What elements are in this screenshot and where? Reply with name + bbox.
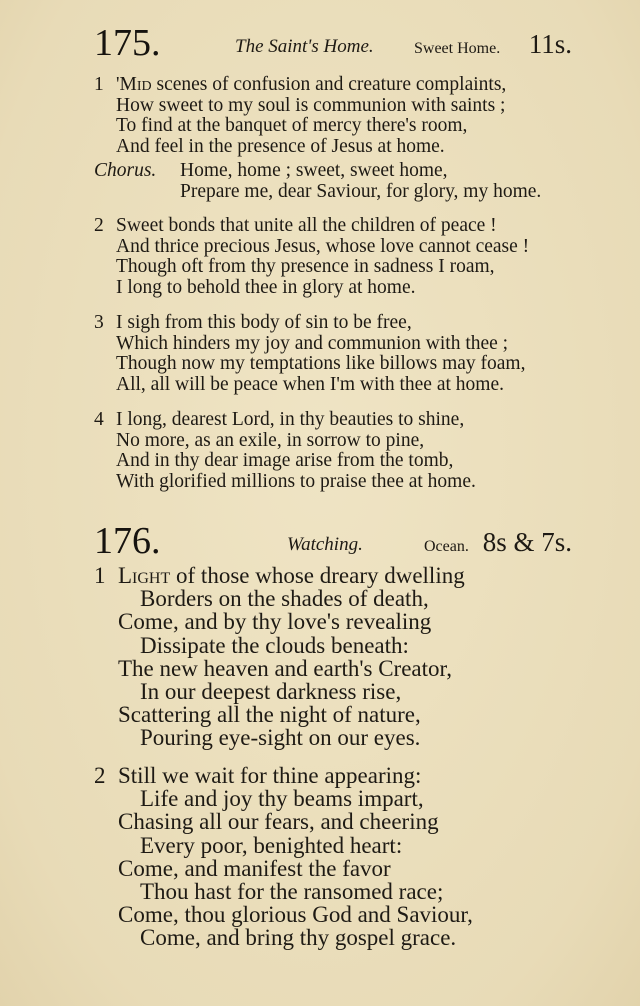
verse-line (94, 75, 506, 96)
verse-2 (94, 764, 473, 950)
verse-line (94, 657, 465, 680)
verse-line (94, 564, 465, 587)
verse-line-text: Still we wait for thine appearing: (118, 763, 422, 788)
verse-line (94, 587, 465, 610)
hymn-number: 176. (94, 520, 161, 562)
verse-line (94, 472, 476, 493)
verse-line (94, 634, 465, 657)
verse-line-text: Every poor, benighted heart: (140, 832, 403, 858)
verse-line-text: Chasing all our fears, and cheering (118, 809, 439, 835)
verse-number: 1 (94, 74, 104, 95)
verse-line-text: Life and joy thy beams impart, (140, 786, 424, 812)
verse-line-text: Thou hast for the ransomed race; (140, 879, 444, 905)
verse-number: 3 (94, 312, 104, 333)
verse-2 (94, 216, 529, 298)
verse-line-text: And thrice precious Jesus, whose love cannot cease ! (116, 235, 530, 257)
verse-line-text: scenes of confusion and creature complaints, (156, 74, 507, 95)
verse-line (94, 787, 473, 810)
verse-line-text: Though oft from thy presence in sadness I roam, (116, 256, 495, 278)
verse-line (94, 237, 529, 258)
verse-line-text: Come, and manifest the favor (118, 855, 391, 881)
verse-line-text: No more, as an exile, in sorrow to pine, (116, 429, 425, 451)
hymn-title: Watching. (287, 534, 363, 555)
chorus-line: Prepare me, dear Saviour, for glory, my home. (180, 180, 542, 202)
verse-number: 1 (94, 563, 106, 588)
verse-line (94, 610, 465, 633)
verse-line-text: Borders on the shades of death, (140, 586, 429, 612)
verse-line-text: Though now my temptations like billows may foam, (116, 353, 526, 375)
verse-line-text: All, all will be peace when I'm with thee at home. (116, 373, 504, 395)
chorus (94, 161, 541, 202)
verse-line-text: With glorified millions to praise thee at home. (116, 470, 476, 492)
chorus-label: Chorus. (94, 160, 157, 181)
verse-line-text: Sweet bonds that unite all the children of peace ! (116, 215, 497, 236)
hymn-header (94, 520, 572, 560)
verse-line-text: I long, dearest Lord, in thy beauties to shine, (116, 409, 465, 430)
verse-line (94, 410, 476, 431)
verse-line (94, 431, 476, 452)
verse-line-text: I sigh from this body of sin to be free, (116, 312, 412, 333)
verse-line (94, 857, 473, 880)
verse-line (94, 680, 465, 703)
verse-line-text: To find at the banquet of mercy there's room, (116, 115, 468, 137)
verse-number: 4 (94, 409, 104, 430)
verse-line-text: Pouring eye-sight on our eyes. (140, 725, 421, 751)
hymn-title: The Saint's Home. (235, 36, 374, 57)
verse-first-word: Light (118, 563, 171, 588)
verse-line (94, 354, 525, 375)
verse-1 (94, 564, 465, 750)
verse-line-text: The new heaven and earth's Creator, (118, 655, 453, 681)
verse-line-text: of those whose dreary dwelling (176, 563, 465, 588)
verse-3 (94, 313, 525, 395)
chorus-line: Home, home ; sweet, sweet home, (180, 160, 448, 181)
verse-line (94, 703, 465, 726)
verse-first-word: 'Mid (116, 74, 152, 95)
verse-line-text: Scattering all the night of nature, (118, 702, 421, 728)
verse-line (94, 903, 473, 926)
verse-line (94, 278, 529, 299)
tune-name: Sweet Home. (414, 40, 501, 57)
verse-line-text: Come, thou glorious God and Saviour, (118, 902, 473, 928)
verse-line-text: How sweet to my soul is communion with saints ; (116, 94, 506, 116)
verse-line-text: Come, and bring thy gospel grace. (140, 925, 457, 951)
verse-line-text: And in thy dear image arise from the tomb, (116, 450, 454, 472)
verse-line-text: Dissipate the clouds beneath: (140, 632, 409, 658)
meter: 8s & 7s. (482, 527, 572, 557)
verse-line-text: And feel in the presence of Jesus at home. (116, 135, 445, 157)
verse-line (94, 834, 473, 857)
verse-line (94, 375, 525, 396)
verse-line (94, 726, 465, 749)
verse-4 (94, 410, 476, 492)
verse-number: 2 (94, 763, 106, 788)
verse-line (94, 313, 525, 334)
verse-line (94, 926, 473, 949)
verse-line (94, 96, 506, 117)
verse-line-text: Come, and by thy love's revealing (118, 609, 432, 635)
hymn-header (94, 22, 572, 62)
verse-line (94, 334, 525, 355)
verse-line-text: I long to behold thee in glory at home. (116, 276, 416, 298)
verse-line-text: Which hinders my joy and communion with thee ; (116, 332, 509, 354)
verse-line (94, 810, 473, 833)
verse-line (94, 764, 473, 787)
hymn-number: 175. (94, 22, 161, 64)
verse-line (94, 116, 506, 137)
tune-name: Ocean. (424, 538, 469, 555)
meter: 11s. (528, 29, 572, 59)
verse-number: 2 (94, 215, 104, 236)
verse-line (94, 216, 529, 237)
verse-line (94, 137, 506, 158)
verse-line (94, 451, 476, 472)
verse-line (94, 880, 473, 903)
verse-1 (94, 75, 506, 157)
verse-line-text: In our deepest darkness rise, (140, 679, 402, 705)
verse-line (94, 257, 529, 278)
